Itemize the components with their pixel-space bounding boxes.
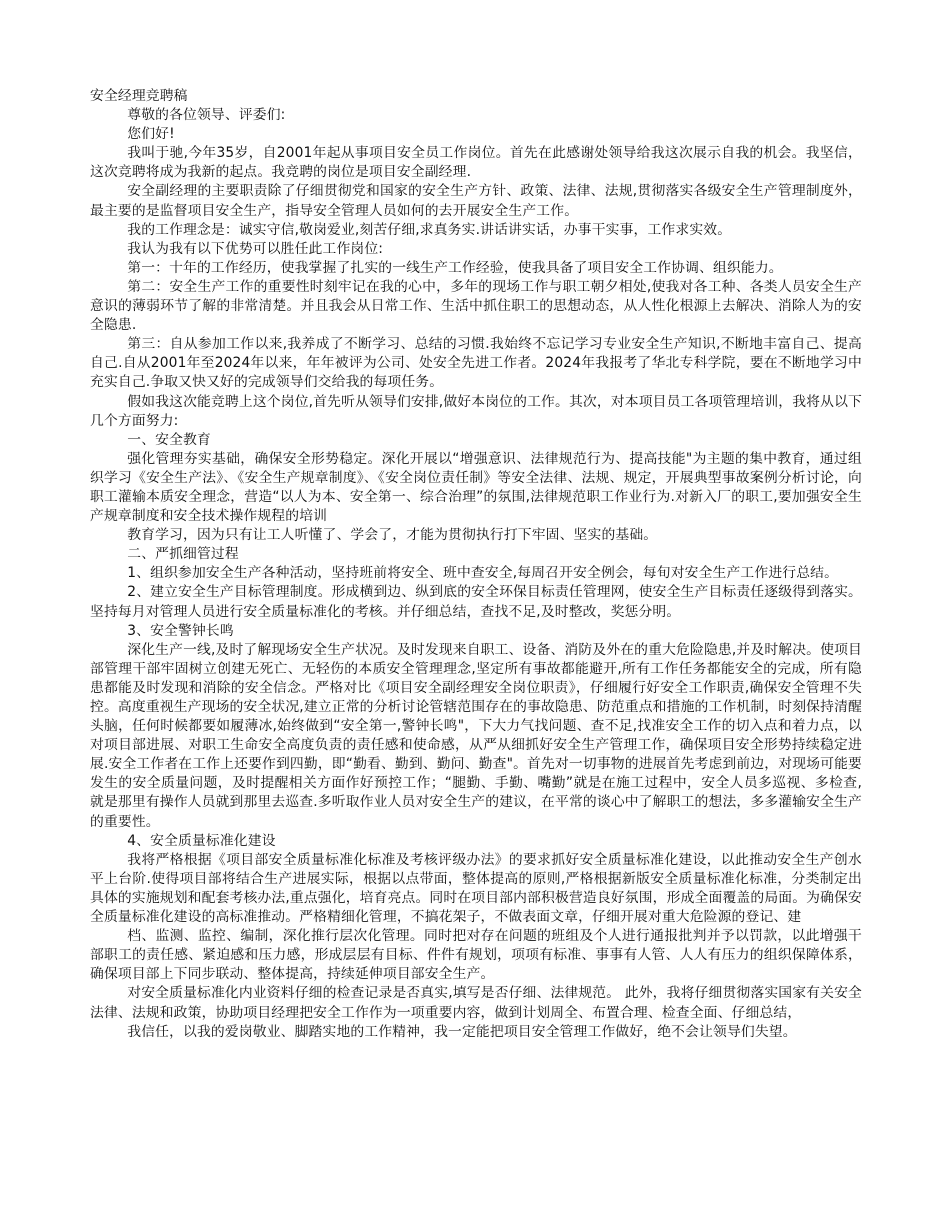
paragraph: 您们好! [127, 126, 175, 143]
document-body [90, 87, 862, 1042]
paragraph: 教育学习，因为只有让工人听懂了、学会了，才能为贯彻执行打下牢固、坚实的基础。 [127, 527, 658, 544]
paragraph: 1、组织参加安全生产各种活动，坚持班前将安全、班中查安全,每周召开安全例会，每旬对安全生产工作进行总结。 [127, 565, 839, 582]
paragraph: 尊敬的各位领导、评委们: [127, 107, 286, 124]
paragraph: 安全副经理的主要职责除了仔细贯彻党和国家的安全生产方针、政策、法律、法规,贯彻落实各级安全生产管理制度外，最主要的是监督项目安全生产，指导安全管理人员如何的去开展安全生产工作。 [90, 183, 862, 219]
paragraph: 第二：安全生产工作的重要性时刻牢记在我的心中，多年的现场工作与职工朝夕相处,使我对各工种、各类人员安全生产意识的薄弱环节了解的非常清楚。并且我会从日常工作、生活中抓住职工的思想动态，从人性化根源上去解决、消除人为的安全隐患. [90, 278, 862, 334]
section-heading: 3、安全警钟长鸣 [127, 622, 234, 639]
paragraph: 我认为我有以下优势可以胜任此工作岗位: [127, 240, 384, 257]
paragraph: 2、建立安全生产目标管理制度。形成横到边、纵到底的安全环保目标责任管理网，使安全生产目标责任逐级得到落实。坚持每月对管理人员进行安全质量标准化的考核。并仔细总结，查找不足,及时整改，奖惩分明。 [90, 584, 862, 620]
paragraph: 假如我这次能竞聘上这个岗位,首先听从领导们安排,做好本岗位的工作。其次，对本项目员工各项管理培训，我将从以下几个方面努力: [90, 393, 862, 429]
paragraph: 对安全质量标准化内业资料仔细的检查记录是否真实,填写是否仔细、法律规范。 此外，我将仔细贯彻落实国家有关安全法律、法规和政策，协助项目经理把安全工作作为一项重要内容，做到计划周全、布置合理、检查全面、仔细总结， [90, 985, 862, 1021]
paragraph: 第一：十年的工作经历，使我掌握了扎实的一线生产工作经验，使我具备了项目安全工作协调、组织能力。 [127, 259, 783, 276]
section-heading: 二、严抓细管过程 [127, 546, 239, 563]
section-heading: 4、安全质量标准化建设 [127, 832, 276, 849]
paragraph: 我的工作理念是：诚实守信,敬岗爱业,刻苦仔细,求真务实.讲话讲实话，办事干实事，工作求实效。 [127, 221, 732, 238]
paragraph: 强化管理夯实基础，确保安全形势稳定。深化开展以“增强意识、法律规范行为、提高技能"为主题的集中教育，通过组织学习《安全生产法》、《安全生产规章制度》、《安全岗位责任制》等安全法律、法规、规定，开展典型事故案例分析讨论，向职工灌输本质安全理念，营造“以人为本、安全第一、综合治理”的氛围,法律规范职工作业行为.对新入厂的职工,要加强安全生产规章制度和安全技术操作规程的培训 [90, 450, 862, 525]
paragraph: 档、监测、监控、编制，深化推行层次化管理。同时把对存在问题的班组及个人进行通报批判并予以罚款，以此增强干部职工的责任感、紧迫感和压力感，形成层层有目标、件件有规划，项项有标准、事事有人管、人人有压力的组织保障体系，确保项目部上下同步联动、整体提高，持续延伸项目部安全生产。 [90, 928, 862, 983]
paragraph: 我信任，以我的爱岗敬业、脚踏实地的工作精神，我一定能把项目安全管理工作做好，绝不会让领导们失望。 [127, 1023, 797, 1040]
paragraph: 我将严格根据《项目部安全质量标准化标准及考核评级办法》的要求抓好安全质量标准化建设，以此推动安全生产创水平上台阶.使得项目部将结合生产进展实际，根据以点带面，整体提高的原则,严格根据新版安全质量标准化标准，分类制定出具体的实施规划和配套考核办法,重点强化，培育亮点。同时在项目部内部积极营造良好氛围，形成全面覆盖的局面。为确保安全质量标准化建设的高标准推动。严格精细化管理，不搞花架子，不做表面文章，仔细开展对重大危险源的登记、建 [90, 851, 862, 926]
paragraph: 深化生产一线,及时了解现场安全生产状况。及时发现来自职工、设备、消防及外在的重大危险隐患,并及时解决。使项目部管理干部牢固树立创建无死亡、无轻伤的本质安全管理理念,坚定所有事故都能避开,所有工作任务都能安全的完成，所有隐患都能及时发现和消除的安全信念。严格对比《项目安全副经理安全岗位职责》，仔细履行好安全工作职责,确保安全管理不失控。高度重视生产现场的安全状况,建立正常的分析讨论管辖范围存在的事故隐患、防范重点和措施的工作机制，时刻保持清醒头脑，任何时候都要如履薄冰,始终做到“安全第一,警钟长鸣"，下大力气找问题、查不足,找准安全工作的切入点和着力点，以对项目部进展、对职工生命安全高度负责的责任感和使命感，从严从细抓好安全生产管理工作，确保项目安全形势持续稳定进展.安全工作者在工作上还要作到四勤，即“勤看、勤到、勤问、勤查"。首先对一切事物的进展首先考虑到前边，对现场可能要发生的安全质量问题，及时提醒相关方面作好预控工作；“腿勤、手勤、嘴勤”就是在施工过程中，安全人员多巡视、多检查,就是那里有操作人员就到那里去巡查.多听取作业人员对安全生产的建议，在平常的谈心中了解职工的想法，多多灌输安全生产的重要性。 [90, 641, 862, 830]
document-title: 安全经理竞聘稿 [90, 88, 188, 104]
paragraph: 我叫于驰,今年35岁，自2001年起从事项目安全员工作岗位。首先在此感谢处领导给我这次展示自我的机会。我坚信，这次竞聘将成为我新的起点。我竞聘的岗位是项目安全副经理. [90, 145, 862, 181]
paragraph: 第三：自从参加工作以来,我养成了不断学习、总结的习惯.我始终不忘记学习专业安全生产知识,不断地丰富自己、提高自己.自从2001年至2024年以来，年年被评为公司、处安全先进工作者。2024年我报考了华北专科学院，要在不断地学习中充实自己.争取又快又好的完成领导们交给我的每项任务。 [90, 336, 862, 391]
section-heading: 一、安全教育 [127, 431, 211, 448]
